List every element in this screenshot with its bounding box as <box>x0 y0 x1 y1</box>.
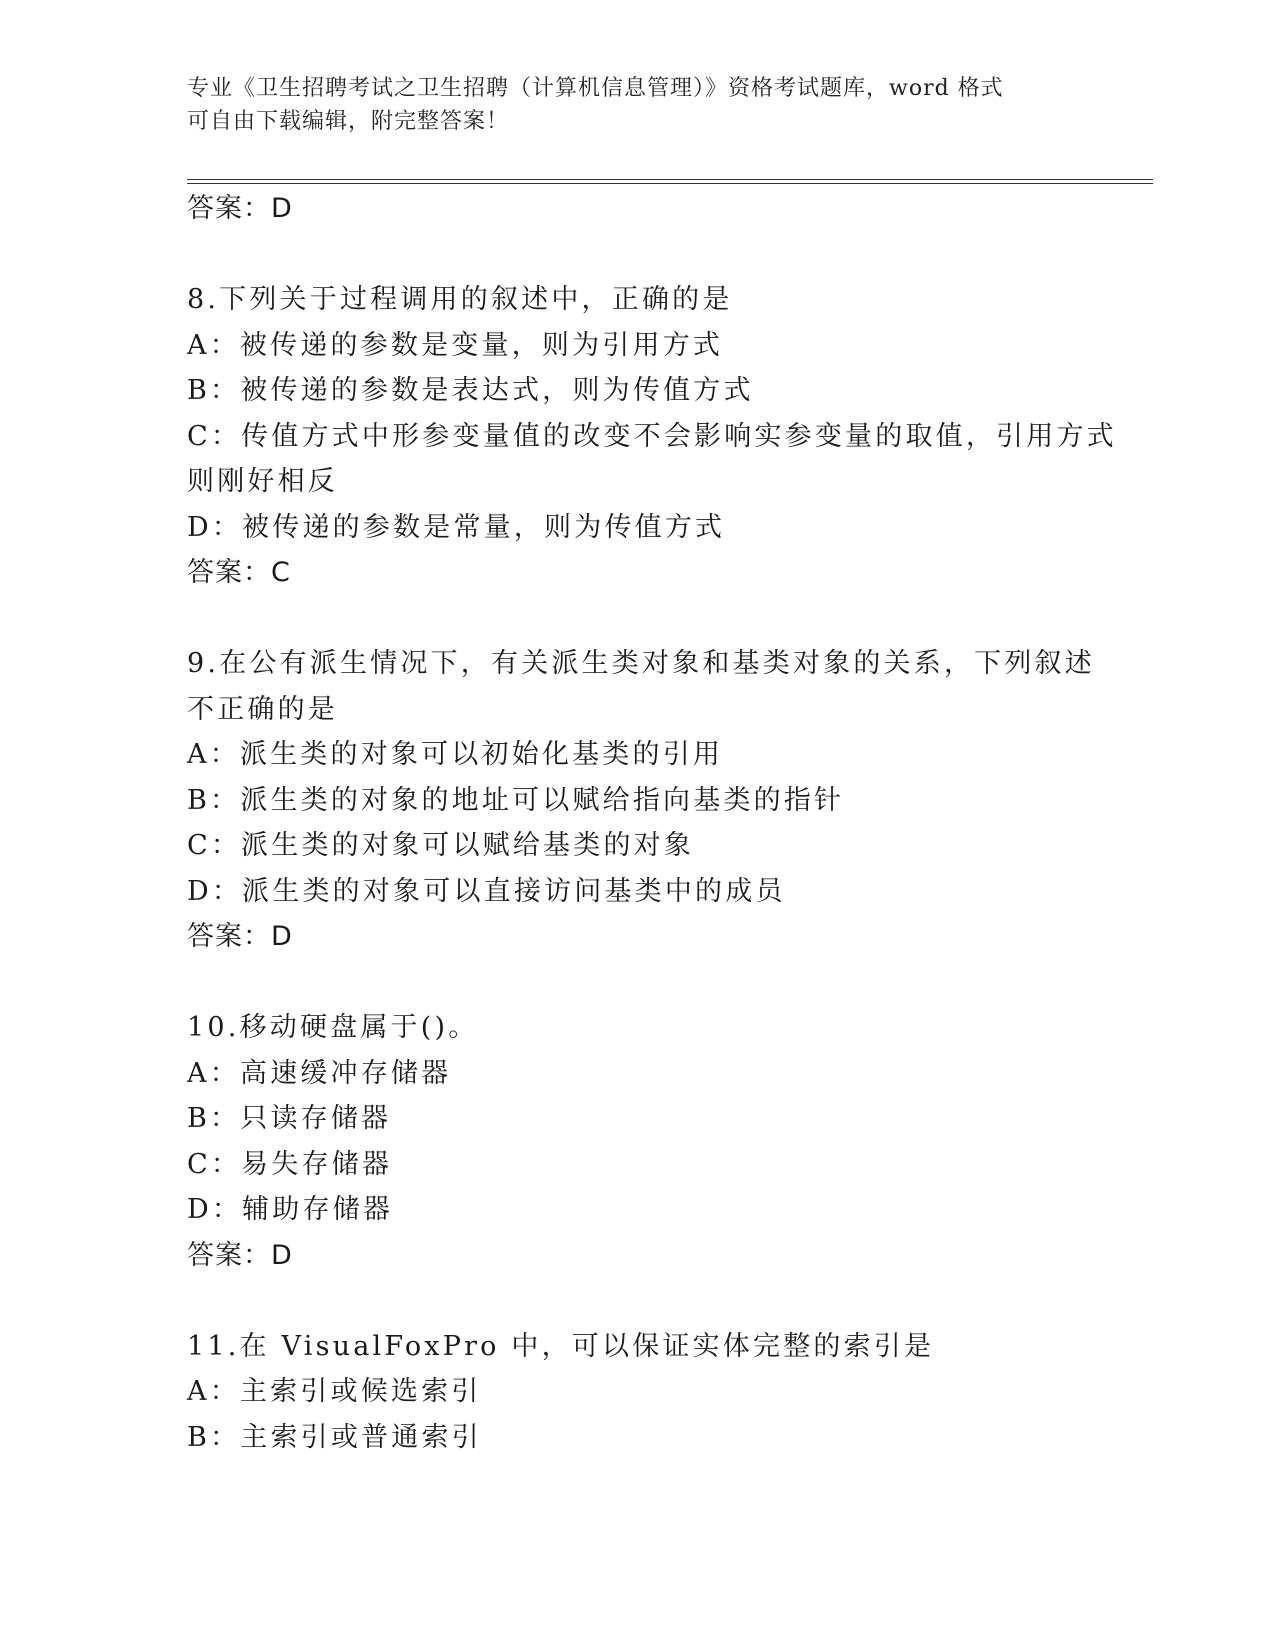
question-9 <box>187 641 1095 960</box>
question-stem: 10.移动硬盘属于()。 <box>187 1012 479 1043</box>
option-b: B：派生类的对象的地址可以赋给指向基类的指针 <box>187 784 845 816</box>
question-stem-continued: 不正确的是 <box>187 693 338 725</box>
option-b: B：被传递的参数是表达式，则为传值方式 <box>187 375 754 406</box>
question-8 <box>187 277 1117 596</box>
header-divider-bottom <box>187 183 1153 184</box>
question-stem: 8.下列关于过程调用的叙述中，正确的是 <box>187 284 733 315</box>
question-list <box>187 186 1117 1460</box>
header-divider-top <box>187 179 1153 180</box>
answer-label: 答案：C <box>187 557 291 588</box>
spacer <box>187 596 1087 642</box>
question-11 <box>187 1324 1087 1461</box>
option-c-continued: 则刚好相反 <box>187 466 338 497</box>
header-line-2: 可自由下载编辑，附完整答案！ <box>187 109 510 134</box>
spacer <box>187 960 1087 1006</box>
option-d: D：派生类的对象可以直接访问基类中的成员 <box>187 875 786 907</box>
option-c: C：传值方式中形参变量值的改变不会影响实参变量的取值，引用方式 <box>187 420 1117 452</box>
header-line-1: 专业《卫生招聘考试之卫生招聘（计算机信息管理）》资格考试题库，word 格式 <box>187 76 1004 101</box>
spacer <box>187 1278 1087 1324</box>
previous-answer: 答案：D <box>187 193 293 224</box>
question-10 <box>187 1005 1087 1278</box>
option-b: B：主索引或普通索引 <box>187 1421 482 1453</box>
option-a: A：被传递的参数是变量，则为引用方式 <box>187 329 724 361</box>
document-header <box>187 72 1087 138</box>
answer-label: 答案：D <box>187 1239 293 1271</box>
option-a: A：高速缓冲存储器 <box>187 1057 452 1089</box>
option-a: A：派生类的对象可以初始化基类的引用 <box>187 739 724 770</box>
spacer <box>187 232 1087 278</box>
question-stem: 9.在公有派生情况下，有关派生类对象和基类对象的关系，下列叙述 <box>187 648 1095 679</box>
option-c: C：派生类的对象可以赋给基类的对象 <box>187 830 695 861</box>
question-stem: 11.在 VisualFoxPro 中，可以保证实体完整的索引是 <box>187 1330 935 1362</box>
option-c: C：易失存储器 <box>187 1148 393 1180</box>
option-b: B：只读存储器 <box>187 1103 392 1134</box>
option-a: A：主索引或候选索引 <box>187 1376 482 1407</box>
option-d: D：辅助存储器 <box>187 1194 394 1225</box>
answer-label: 答案：D <box>187 921 293 952</box>
option-d: D：被传递的参数是常量，则为传值方式 <box>187 511 726 543</box>
